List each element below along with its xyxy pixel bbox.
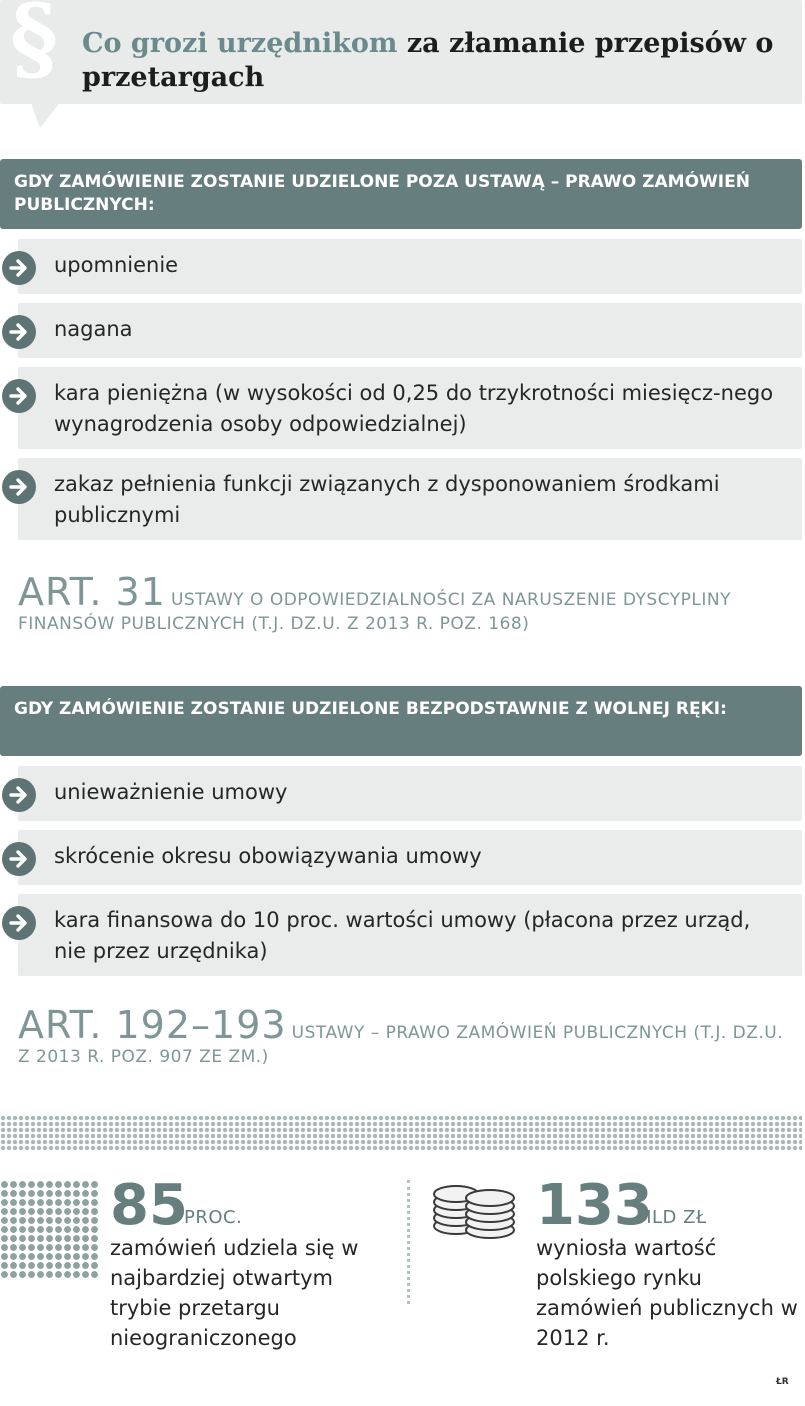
arrow-right-circle-icon xyxy=(2,842,36,876)
title-accent: Co grozi urzędnikom xyxy=(82,28,398,59)
citation-text: USTAWY – PRAWO ZAMÓWIEŃ PUBLICZNYCH (T.J. DZ.U. Z 2013 R. POZ. 907 ZE ZM.) xyxy=(18,1023,784,1067)
stat-description: wyniosła wartość polskiego rynku zamówień publicznych w 2012 r. xyxy=(536,1236,798,1350)
arrow-right-circle-icon xyxy=(2,778,36,812)
list-item xyxy=(18,766,802,821)
stat-value: 133 xyxy=(536,1173,653,1238)
citation-text: USTAWY O ODPOWIEDZIALNOŚCI ZA NARUSZENIE DYSCYPLINY FINANSÓW PUBLICZNYCH (T.J. DZ.U. Z 2013 R. POZ. 168) xyxy=(18,590,731,634)
citation-article: ART. 192–193 xyxy=(18,1003,287,1047)
list-item-text: kara finansowa do 10 proc. wartości umowy (płacona przez urząd, nie przez urzędnika) xyxy=(54,908,751,963)
citation-article: ART. 31 xyxy=(18,570,166,614)
list-item-text: unieważnienie umowy xyxy=(54,780,288,804)
stat-unit: PROC. xyxy=(184,1207,243,1228)
list-item-text: skrócenie okresu obowiązywania umowy xyxy=(54,844,482,868)
stat-unit: MLD ZŁ xyxy=(636,1207,707,1228)
stat-value: 85 xyxy=(110,1173,188,1238)
arrow-right-circle-icon xyxy=(2,470,36,504)
arrow-right-circle-icon xyxy=(2,315,36,349)
citation-one xyxy=(18,572,798,636)
title-rest: za złamanie przepisów o przetargach xyxy=(82,28,774,93)
list-item xyxy=(18,367,802,449)
list-item xyxy=(18,894,802,976)
stat-description: zamówień udziela się w najbardziej otwartym trybie przetargu nieograniczonego xyxy=(110,1236,359,1350)
arrow-right-circle-icon xyxy=(2,379,36,413)
list-item xyxy=(18,239,802,294)
section-two-header: GDY ZAMÓWIENIE ZOSTANIE UDZIELONE BEZPODSTAWNIE Z WOLNEJ RĘKI: xyxy=(0,686,802,756)
section-one-header: GDY ZAMÓWIENIE ZOSTANIE UDZIELONE POZA USTAWĄ – PRAWO ZAMÓWIEŃ PUBLICZNYCH: xyxy=(0,159,802,229)
paragraph-sign-icon: § xyxy=(10,0,59,92)
page-title xyxy=(82,27,782,95)
list-item-text: nagana xyxy=(54,317,133,341)
arrow-right-circle-icon xyxy=(2,906,36,940)
arrow-right-circle-icon xyxy=(2,251,36,285)
list-item-text: kara pieniężna (w wysokości od 0,25 do trzykrotności miesięcz-nego wynagrodzenia osoby odpowiedzialnej) xyxy=(54,381,774,436)
dotted-separator xyxy=(0,1115,802,1151)
list-item-text: upomnienie xyxy=(54,253,179,277)
list-item-text: zakaz pełnienia funkcji związanych z dysponowaniem środkami publicznymi xyxy=(54,472,720,527)
stat-divider xyxy=(407,1180,410,1304)
citation-two xyxy=(18,1005,798,1069)
dot-grid-icon xyxy=(0,1180,100,1280)
list-item xyxy=(18,458,802,540)
title-bubble-tail xyxy=(30,100,62,128)
list-item xyxy=(18,830,802,885)
coin-stack-icon xyxy=(428,1176,520,1242)
list-item xyxy=(18,303,802,358)
credit: ŁR xyxy=(776,1377,789,1387)
